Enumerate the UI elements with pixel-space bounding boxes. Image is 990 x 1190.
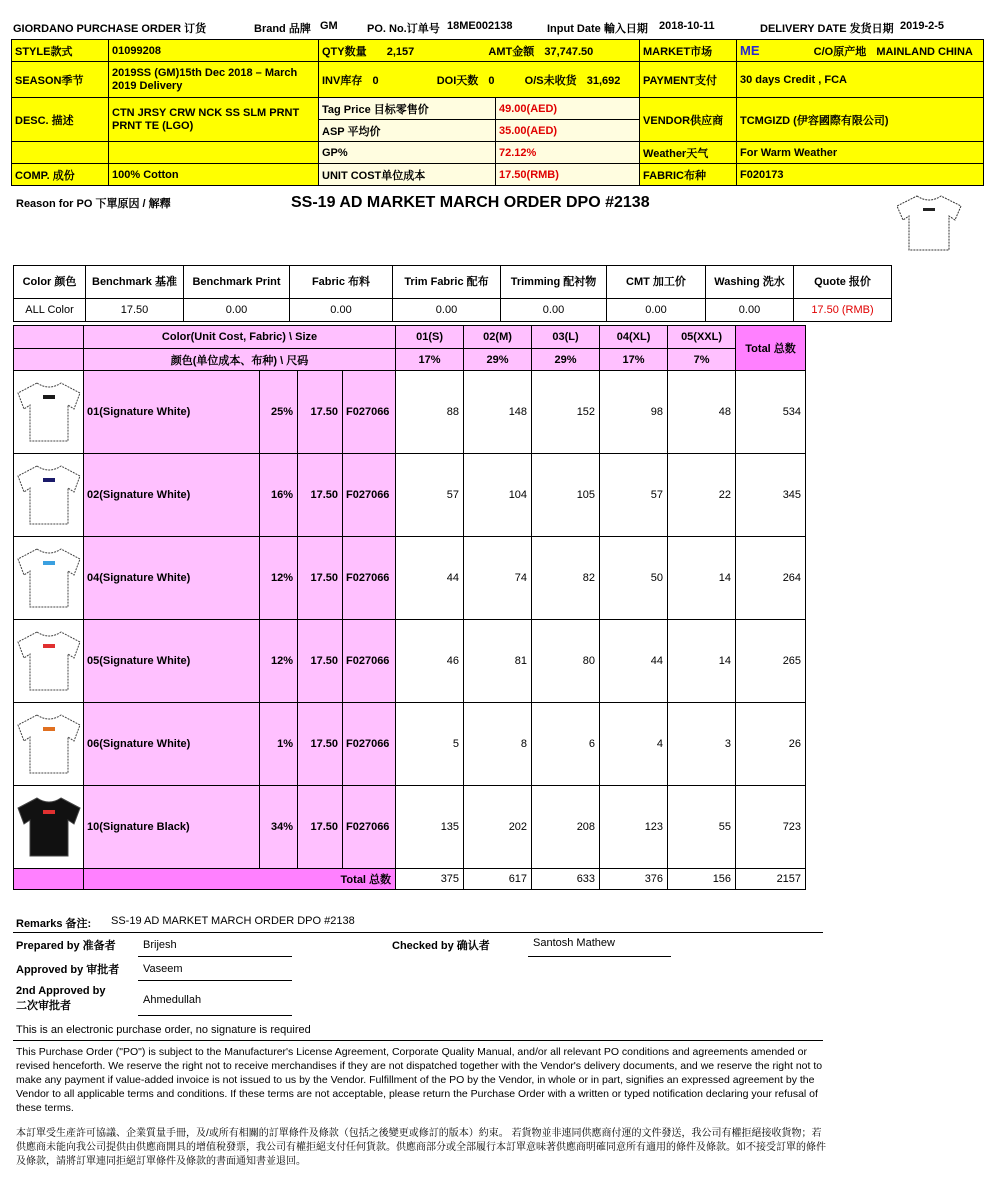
order-rows xyxy=(14,371,806,869)
style-value: 01099208 xyxy=(109,40,319,62)
color-name: 05(Signature White) xyxy=(84,620,260,703)
payment-value: 30 days Credit , FCA xyxy=(737,62,984,98)
size-qty: 22 xyxy=(668,454,736,537)
gp-value: 72.12% xyxy=(496,142,640,164)
vendor-label: VENDOR供应商 xyxy=(640,98,737,142)
size-qty: 4 xyxy=(600,703,668,786)
tshirt-icon xyxy=(15,794,83,860)
size-qty: 80 xyxy=(532,620,600,703)
total-header: Total 总数 xyxy=(736,326,806,371)
size-header: 02(M) xyxy=(464,326,532,349)
cost-value: 0.00 xyxy=(393,299,501,322)
approved2-value: Ahmedullah xyxy=(143,994,202,1006)
checked-label: Checked by 确认者 xyxy=(392,940,490,952)
table-row xyxy=(14,537,806,620)
color-pct: 1% xyxy=(260,703,298,786)
desc-label: DESC. 描述 xyxy=(12,98,109,142)
footer-qty: 156 xyxy=(668,869,736,890)
checked-value: Santosh Mathew xyxy=(533,937,615,949)
cost-header: Trimming 配衬物 xyxy=(501,266,607,299)
color-size-header-en: Color(Unit Cost, Fabric) \ Size xyxy=(84,326,396,349)
size-qty: 46 xyxy=(396,620,464,703)
size-pct: 17% xyxy=(396,349,464,371)
cost-value-row xyxy=(14,299,892,322)
approved2-label-en: 2nd Approved by xyxy=(16,985,106,997)
doi-value: 0 xyxy=(488,74,495,87)
size-pct: 29% xyxy=(532,349,600,371)
size-pct: 7% xyxy=(668,349,736,371)
unit-cost: 17.50 xyxy=(298,454,343,537)
footer-qty: 375 xyxy=(396,869,464,890)
season-value: 2019SS (GM)15th Dec 2018 – March 2019 Delivery xyxy=(109,62,319,98)
size-qty: 148 xyxy=(464,371,532,454)
origin-label: C/O原产地 xyxy=(813,45,867,58)
comp-value: 100% Cotton xyxy=(109,164,319,186)
tshirt-swatch xyxy=(14,703,84,786)
fabric-code: F027066 xyxy=(343,371,396,454)
size-qty: 88 xyxy=(396,371,464,454)
tshirt-icon xyxy=(15,628,83,694)
row-total: 534 xyxy=(736,371,806,454)
payment-label: PAYMENT支付 xyxy=(640,62,737,98)
tshirt-icon xyxy=(15,711,83,777)
tshirt-icon xyxy=(15,379,83,445)
footer-qty: 617 xyxy=(464,869,532,890)
unit-cost-label: UNIT COST单位成本 xyxy=(319,164,496,186)
signature-line xyxy=(138,956,292,957)
size-qty: 208 xyxy=(532,786,600,869)
fabric-code: F027066 xyxy=(343,537,396,620)
cost-header-row xyxy=(14,266,892,299)
amt-value: 37,747.50 xyxy=(544,45,594,58)
row-total: 264 xyxy=(736,537,806,620)
cost-header: Fabric 布料 xyxy=(290,266,393,299)
qty-label: QTY数量 xyxy=(322,45,367,58)
terms-english: This Purchase Order ("PO") is subject to the Manufacturer's License Agreement, Corporate Quality Manual, and/or all relevant PO conditions and agreements amended or revised henceforth. We reserve the right not to receive merchandises if they are not dispatched together with the Vendor's delivery documents, and we reserve the right not to make any payment if value-added invoice is not issued to us by the Vendor. Fulfillment of the PO by the Vendor, in whole or in part, signifies an expressed agreement by the Vendor to all applicable terms and conditions. If these terms are not acceptable, please return the Purchase Order with a written or typed notification declaring your refusal of these terms. xyxy=(16,1046,823,1114)
size-qty: 202 xyxy=(464,786,532,869)
asp-value: 35.00(AED) xyxy=(496,120,640,142)
unit-cost: 17.50 xyxy=(298,371,343,454)
size-qty: 57 xyxy=(600,454,668,537)
tshirt-swatch xyxy=(14,454,84,537)
cost-header: Trim Fabric 配布 xyxy=(393,266,501,299)
size-header: 01(S) xyxy=(396,326,464,349)
prepared-value: Brijesh xyxy=(143,939,177,951)
cost-header: Quote 报价 xyxy=(794,266,892,299)
size-pct-row xyxy=(14,349,806,371)
size-qty: 82 xyxy=(532,537,600,620)
cost-value: 0.00 xyxy=(290,299,393,322)
weather-value: For Warm Weather xyxy=(737,142,984,164)
qty-value: 2,157 xyxy=(386,45,415,58)
vendor-value: TCMGIZD (伊容國際有限公司) xyxy=(737,98,984,142)
table-row xyxy=(14,454,806,537)
size-qty: 50 xyxy=(600,537,668,620)
inv-label: INV库存 xyxy=(322,74,363,87)
company-title: GIORDANO PURCHASE ORDER 订货 xyxy=(13,23,207,35)
unit-cost-value: 17.50(RMB) xyxy=(496,164,640,186)
color-name: 02(Signature White) xyxy=(84,454,260,537)
color-name: 10(Signature Black) xyxy=(84,786,260,869)
row-total: 723 xyxy=(736,786,806,869)
delivery-date-label: DELIVERY DATE 发货日期 xyxy=(760,23,894,35)
footer-total-label: Total 总数 xyxy=(84,869,396,890)
os-label: O/S未收货 xyxy=(524,74,577,87)
size-qty: 3 xyxy=(668,703,736,786)
tshirt-icon xyxy=(15,545,83,611)
size-pct: 29% xyxy=(464,349,532,371)
footer-total-row xyxy=(14,869,806,890)
tshirt-icon xyxy=(15,462,83,528)
cost-header: Color 颜色 xyxy=(14,266,86,299)
brand-label: Brand 品牌 xyxy=(254,23,311,35)
cost-header: CMT 加工价 xyxy=(607,266,706,299)
table-row xyxy=(14,371,806,454)
weather-label: Weather天气 xyxy=(640,142,737,164)
asp-label: ASP 平均价 xyxy=(319,120,496,142)
size-qty: 14 xyxy=(668,537,736,620)
size-qty: 14 xyxy=(668,620,736,703)
amt-label: AMT金额 xyxy=(488,45,535,58)
color-pct: 16% xyxy=(260,454,298,537)
fabric-label: FABRIC布种 xyxy=(640,164,737,186)
fabric-code: F027066 xyxy=(343,786,396,869)
fabric-code: F027066 xyxy=(343,703,396,786)
table-row xyxy=(14,620,806,703)
size-qty: 6 xyxy=(532,703,600,786)
input-date-label: Input Date 輸入日期 xyxy=(547,23,648,35)
footer-blank xyxy=(14,869,84,890)
header-blank xyxy=(14,349,84,371)
signature-line xyxy=(138,980,292,981)
approved2-label-cn: 二次审批者 xyxy=(16,1000,71,1012)
color-name: 01(Signature White) xyxy=(84,371,260,454)
remarks-label: Remarks 备注: xyxy=(16,918,92,930)
market-value: ME xyxy=(740,42,760,58)
color-size-header-cn: 颜色(单位成本、布种) \ 尺码 xyxy=(84,349,396,371)
approved-label: Approved by 审批者 xyxy=(16,964,120,976)
cost-header: Benchmark Print xyxy=(184,266,290,299)
size-qty: 105 xyxy=(532,454,600,537)
size-header: 05(XXL) xyxy=(668,326,736,349)
empty-value-cell xyxy=(109,142,319,164)
size-qty: 98 xyxy=(600,371,668,454)
unit-cost: 17.50 xyxy=(298,620,343,703)
reason-label: Reason for PO 下單原因 / 解釋 xyxy=(16,198,171,210)
tshirt-swatch xyxy=(14,786,84,869)
divider xyxy=(13,932,823,933)
row-total: 265 xyxy=(736,620,806,703)
doi-label: DOI天数 xyxy=(436,74,479,87)
market-label: MARKET市场 xyxy=(640,40,737,62)
signature-line xyxy=(138,1015,292,1016)
po-value: 18ME002138 xyxy=(447,20,513,32)
tshirt-thumbnail-icon xyxy=(893,192,965,254)
page-title: SS-19 AD MARKET MARCH ORDER DPO #2138 xyxy=(291,194,650,211)
color-pct: 12% xyxy=(260,620,298,703)
desc-value: CTN JRSY CRW NCK SS SLM PRNT PRNT TE (LGO) xyxy=(109,98,319,142)
size-qty: 74 xyxy=(464,537,532,620)
footer-grand-total: 2157 xyxy=(736,869,806,890)
cost-header: Benchmark 基准 xyxy=(86,266,184,299)
tag-price-value: 49.00(AED) xyxy=(496,98,640,120)
market-origin-cell xyxy=(737,40,984,62)
fabric-code: F027066 xyxy=(343,454,396,537)
size-qty: 104 xyxy=(464,454,532,537)
table-row xyxy=(14,786,806,869)
tag-price-label: Tag Price 目标零售价 xyxy=(319,98,496,120)
po-label: PO. No.订单号 xyxy=(367,23,440,35)
terms-chinese: 本訂單受生產許可協議、企業質量手冊，及/或所有相關的訂單條件及條款（包括之後變更或修訂的版本）約束。 若貨物並非連同供應商付運的文件發送，我公司有權拒絕接收貨物；若供應商未能向我公司提供由供應商開具的增值稅發票，我公司有權拒絕支付任何貨款。供應商部分或全部履行本訂單意味著供應商明確同意所有適用的條件及條款。如不接受訂單的條件及條款，請將訂單連同拒絕訂單條件及條款的書面通知書並退回。 xyxy=(16,1128,826,1167)
cost-value: 0.00 xyxy=(607,299,706,322)
row-total: 345 xyxy=(736,454,806,537)
size-header-row xyxy=(14,326,806,349)
input-date-value: 2018-10-11 xyxy=(659,20,715,32)
delivery-date-value: 2019-2-5 xyxy=(900,20,945,32)
cost-value: 17.50 xyxy=(86,299,184,322)
size-qty: 123 xyxy=(600,786,668,869)
size-qty: 5 xyxy=(396,703,464,786)
qty-amt-cell xyxy=(319,40,640,62)
quote-value: 17.50 (RMB) xyxy=(794,299,892,322)
size-qty: 152 xyxy=(532,371,600,454)
inventory-cell xyxy=(319,62,640,98)
size-qty: 57 xyxy=(396,454,464,537)
color-pct: 25% xyxy=(260,371,298,454)
size-qty: 81 xyxy=(464,620,532,703)
size-qty: 135 xyxy=(396,786,464,869)
color-pct: 12% xyxy=(260,537,298,620)
row-total: 26 xyxy=(736,703,806,786)
brand-value: GM xyxy=(320,20,338,32)
size-qty: 44 xyxy=(600,620,668,703)
color-pct: 34% xyxy=(260,786,298,869)
tshirt-swatch xyxy=(14,371,84,454)
prepared-label: Prepared by 准备者 xyxy=(16,940,116,952)
electronic-note: This is an electronic purchase order, no signature is required xyxy=(16,1024,311,1036)
cost-value: 0.00 xyxy=(501,299,607,322)
tshirt-swatch xyxy=(14,620,84,703)
empty-label-cell xyxy=(12,142,109,164)
approved-value: Vaseem xyxy=(143,963,183,975)
color-name: 06(Signature White) xyxy=(84,703,260,786)
fabric-code: F027066 xyxy=(343,620,396,703)
origin-value: MAINLAND CHINA xyxy=(876,45,973,58)
divider xyxy=(13,1040,823,1041)
cost-value: ALL Color xyxy=(14,299,86,322)
size-qty: 8 xyxy=(464,703,532,786)
season-label: SEASON季节 xyxy=(12,62,109,98)
size-qty: 48 xyxy=(668,371,736,454)
unit-cost: 17.50 xyxy=(298,786,343,869)
header-blank xyxy=(14,326,84,349)
gp-label: GP% xyxy=(319,142,496,164)
size-qty: 44 xyxy=(396,537,464,620)
tshirt-swatch xyxy=(14,537,84,620)
order-quantity-table xyxy=(13,325,806,890)
table-row xyxy=(14,703,806,786)
inv-value: 0 xyxy=(372,74,379,87)
unit-cost: 17.50 xyxy=(298,703,343,786)
size-header: 03(L) xyxy=(532,326,600,349)
cost-value: 0.00 xyxy=(184,299,290,322)
size-header: 04(XL) xyxy=(600,326,668,349)
cost-breakdown-table xyxy=(13,265,892,322)
size-pct: 17% xyxy=(600,349,668,371)
cost-header: Washing 洗水 xyxy=(706,266,794,299)
comp-label: COMP. 成份 xyxy=(12,164,109,186)
po-info-grid xyxy=(11,39,984,186)
size-qty: 55 xyxy=(668,786,736,869)
unit-cost: 17.50 xyxy=(298,537,343,620)
fabric-value: F020173 xyxy=(737,164,984,186)
os-value: 31,692 xyxy=(586,74,621,87)
remarks-value: SS-19 AD MARKET MARCH ORDER DPO #2138 xyxy=(111,915,355,927)
style-label: STYLE款式 xyxy=(12,40,109,62)
cost-value: 0.00 xyxy=(706,299,794,322)
footer-qty: 633 xyxy=(532,869,600,890)
footer-qty: 376 xyxy=(600,869,668,890)
signature-line xyxy=(528,956,671,957)
color-name: 04(Signature White) xyxy=(84,537,260,620)
